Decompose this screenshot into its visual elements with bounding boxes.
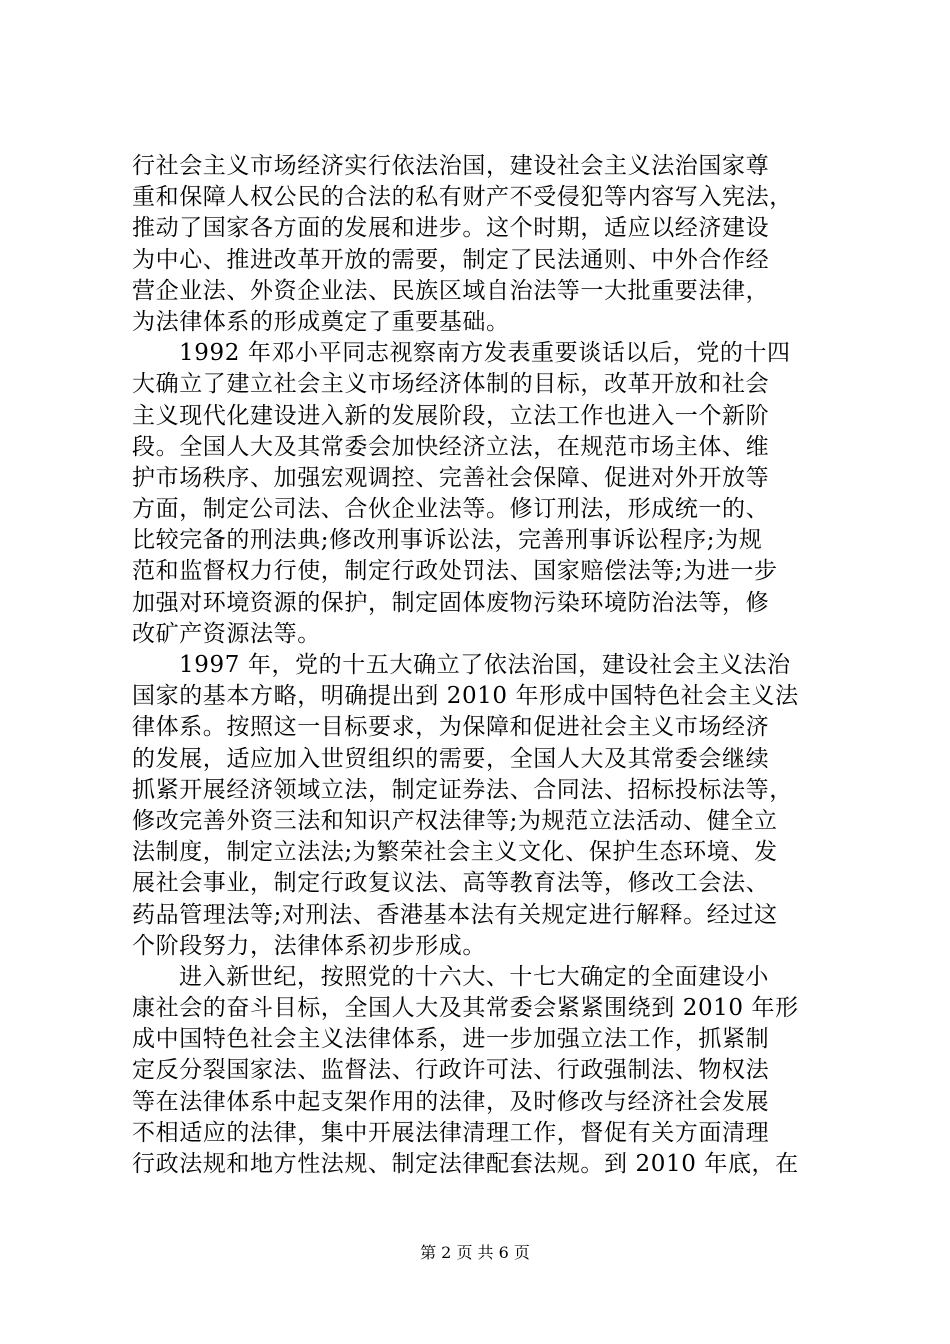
text-line: 行政法规和地方性法规、制定法律配套法规。到 2010 年底，在: [132, 1151, 799, 1177]
text-line: 营企业法、外资企业法、民族区域自治法等一大批重要法律，: [132, 277, 770, 304]
text-line: 律体系。按照这一目标要求，为保障和促进社会主义市场经济: [132, 714, 770, 741]
text-line: 重和保障人权公民的合法的私有财产不受侵犯等内容写入宪法，: [132, 184, 793, 211]
text-line: 段。全国人大及其常委会加快经济立法，在规范市场主体、维: [132, 433, 770, 460]
text-line: 定反分裂国家法、监督法、行政许可法、行政强制法、物权法: [132, 1057, 770, 1084]
text-line: 个阶段努力，法律体系初步形成。: [132, 932, 486, 959]
text-line: 主义现代化建设进入新的发展阶段，立法工作也进入一个新阶: [132, 402, 770, 429]
text-line: 抓紧开展经济领域立法，制定证券法、合同法、招标投标法等，: [132, 776, 793, 803]
text-line: 药品管理法等;对刑法、香港基本法有关规定进行解释。经过这: [132, 901, 778, 928]
text-line: 成中国特色社会主义法律体系，进一步加强立法工作，抓紧制: [132, 1026, 770, 1053]
text-line: 为法律体系的形成奠定了重要基础。: [132, 308, 510, 335]
text-line: 康社会的奋斗目标，全国人大及其常委会紧紧围绕到 2010 年形: [132, 995, 799, 1022]
text-line: 范和监督权力行使，制定行政处罚法、国家赔偿法等;为进一步: [132, 558, 778, 585]
text-line: 方面，制定公司法、合伙企业法等。修订刑法，形成统一的、: [132, 496, 770, 523]
text-line: 改矿产资源法等。: [132, 620, 321, 647]
paragraph-first-line: 1997 年，党的十五大确立了依法治国，建设社会主义法治: [179, 652, 791, 678]
text-line: 行社会主义市场经济实行依法治国，建设社会主义法治国家尊: [132, 153, 770, 179]
text-line: 为中心、推进改革开放的需要，制定了民法通则、中外合作经: [132, 246, 770, 273]
text-line: 国家的基本方略，明确提出到 2010 年形成中国特色社会主义法: [132, 683, 799, 710]
text-line: 不相适应的法律，集中开展法律清理工作，督促有关方面清理: [132, 1119, 770, 1146]
text-line: 法制度，制定立法法;为繁荣社会主义文化、保护生态环境、发: [132, 839, 778, 866]
text-line: 加强对环境资源的保护，制定固体废物污染环境防治法等，修: [132, 589, 770, 616]
paragraph-first-line: 1992 年邓小平同志视察南方发表重要谈话以后，党的十四: [179, 340, 791, 367]
text-line: 展社会事业，制定行政复议法、高等教育法等，修改工会法、: [132, 870, 770, 897]
text-line: 修改完善外资三法和知识产权法律等;为规范立法活动、健全立: [132, 807, 778, 834]
page-number-footer: 第 2 页 共 6 页: [420, 1243, 530, 1262]
text-line: 推动了国家各方面的发展和进步。这个时期，适应以经济建设: [132, 215, 770, 242]
text-line: 的发展，适应加入世贸组织的需要，全国人大及其常委会继续: [132, 745, 770, 772]
text-line: 护市场秩序、加强宏观调控、完善社会保障、促进对外开放等: [132, 464, 770, 491]
body-text: [132, 151, 832, 1180]
text-line: 大确立了建立社会主义市场经济体制的目标，改革开放和社会: [132, 371, 770, 398]
text-line: 比较完备的刑法典;修改刑事诉讼法，完善刑事诉讼程序;为规: [132, 527, 763, 554]
paragraph-first-line: 进入新世纪，按照党的十六大、十七大确定的全面建设小: [179, 963, 769, 990]
text-line: 等在法律体系中起支架作用的法律，及时修改与经济社会发展: [132, 1088, 770, 1115]
